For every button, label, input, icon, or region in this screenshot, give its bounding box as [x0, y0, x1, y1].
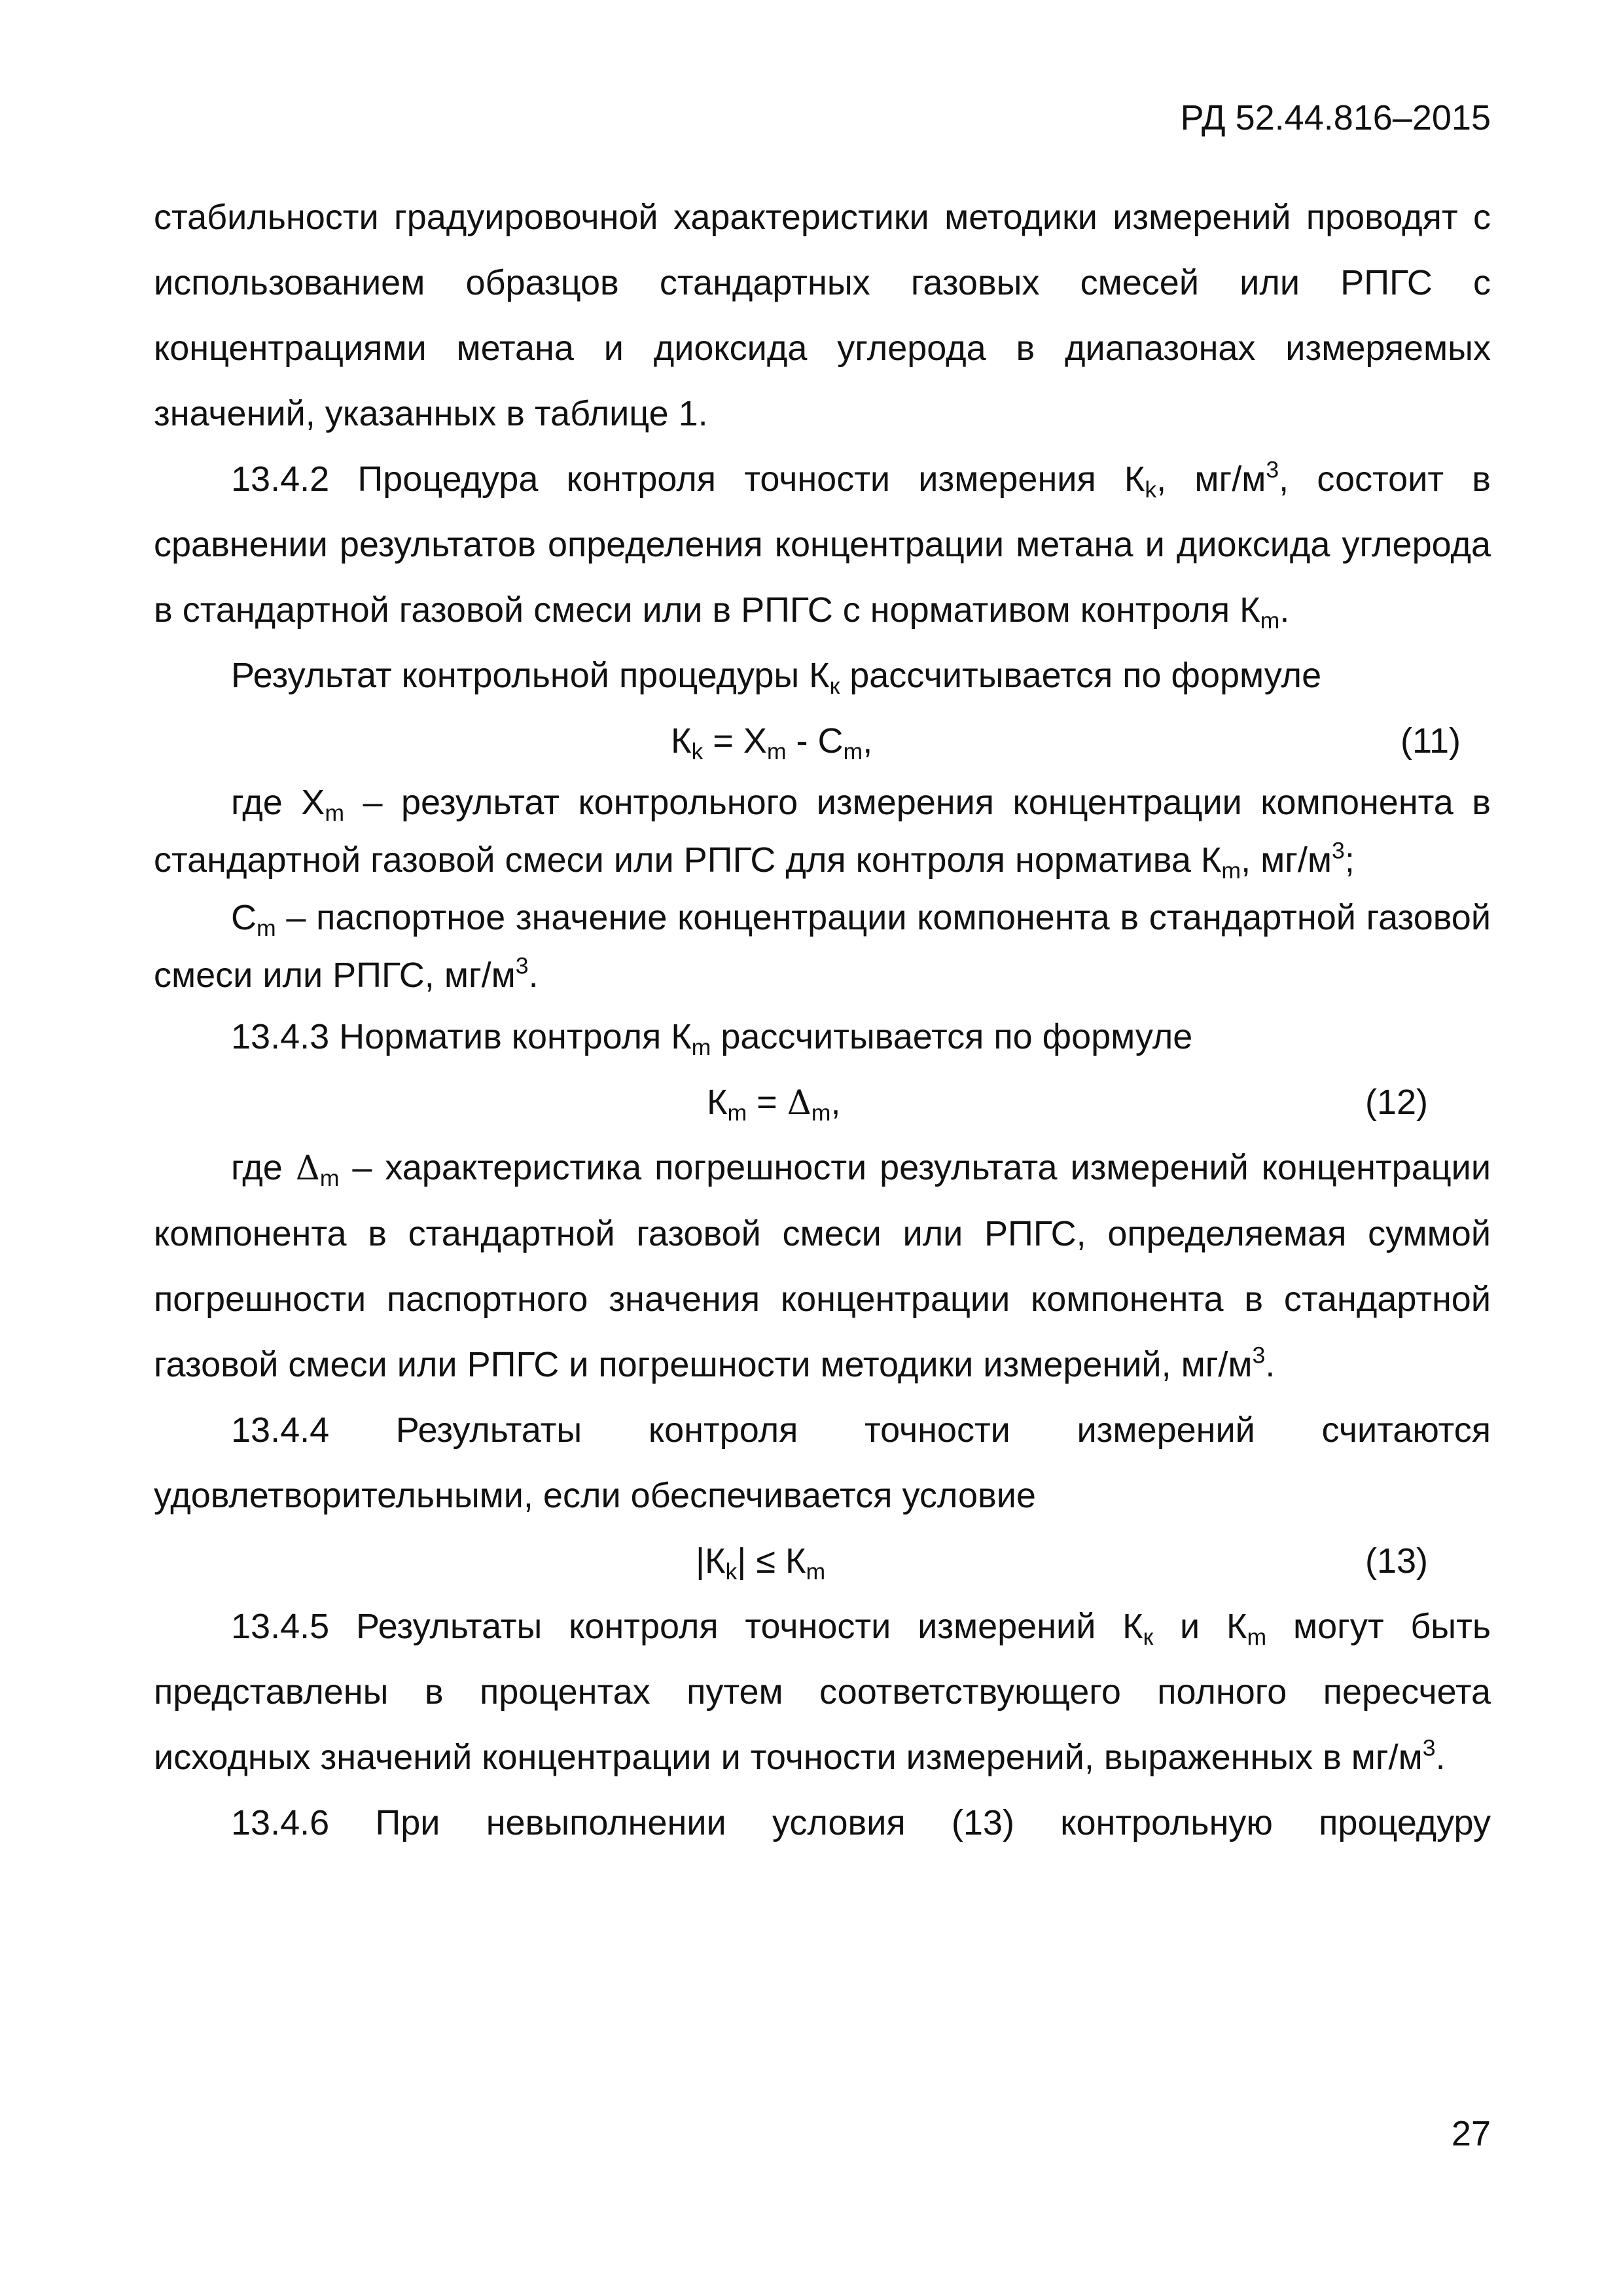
document-body — [154, 185, 1491, 1856]
paragraph-13-4-6: 13.4.6 При невыполнении условия (13) контрольную процедуру — [231, 1803, 1491, 1842]
paragraph-13-4-2: 13.4.2 Процедура контроля точности измерения $К_k$, $мг/м^3$, состоит в сравнении результатов определения концентрации метана и диоксида углерода в стандартной газовой смеси или в РПГС с нормативом контроля $К_m$. — [154, 456, 1491, 634]
paragraph-control-result: Результат контрольной процедуры $К_к$ рассчитывается по формуле — [231, 656, 1322, 699]
paragraph-stability: стабильности градуировочной характеристики методики измерений проводят с использованием образцов стандартных газовых смесей или РПГС с концентрациями метана и диоксида углерода в диапазонах измеряемых значений, указанных в таблице 1. — [154, 198, 1491, 433]
formula-13 — [154, 1528, 1491, 1594]
formula-13-number: (13) — [1364, 1541, 1428, 1581]
paragraph-where-delta: где $\Delta_m$ – характеристика погрешности результата измерений концентрации компонента в стандартной газовой смеси или РПГС, определяемая суммой погрешности паспортного значения концентрации компонента в стандартной газовой смеси или РПГС и погрешности методики измерений, $мг/м^3$. — [154, 1148, 1491, 1384]
formula-12 — [154, 1069, 1491, 1135]
formula-12-expression: $К_m = \Delta_m$, — [707, 1083, 841, 1126]
delta-symbol: Δ — [295, 1149, 320, 1188]
paragraph-cm: $C_m$ – паспортное значение концентрации компонента в стандартной газовой смеси или РПГС, $мг/м^3$. — [154, 898, 1491, 995]
paragraph-13-4-4: 13.4.4 Результаты контроля точности измерений считаются удовлетворительными, если обеспечивается условие — [154, 1410, 1491, 1515]
formula-13-expression: $|К_k| \le К_m$ — [696, 1541, 826, 1585]
document-code-header: РД 52.44.816–2015 — [1180, 98, 1491, 137]
paragraph-13-4-3: 13.4.3 Норматив контроля $К_m$ рассчитывается по формуле — [231, 1017, 1193, 1060]
paragraph-13-4-5: 13.4.5 Результаты контроля точности измерений $К_к$ и $К_m$ могут быть представлены в процентах путем соответствующего полного пересчета исходных значений концентрации и точности измерений, выраженных в $мг/м^3$. — [154, 1607, 1491, 1777]
page-number: 27 — [1451, 2114, 1491, 2153]
formula-12-number: (12) — [1364, 1083, 1428, 1122]
formula-11-number: (11) — [1400, 721, 1461, 761]
delta-symbol: Δ — [787, 1083, 812, 1122]
paragraph-where-xm: где $X_m$ – результат контрольного измерения концентрации компонента в стандартной газовой смеси или РПГС для контроля норматива $К_m$, $мг/м^3$; — [154, 783, 1491, 884]
formula-11 — [154, 708, 1491, 774]
formula-11-expression: $К_k = X_m - C_m$, — [671, 721, 873, 764]
